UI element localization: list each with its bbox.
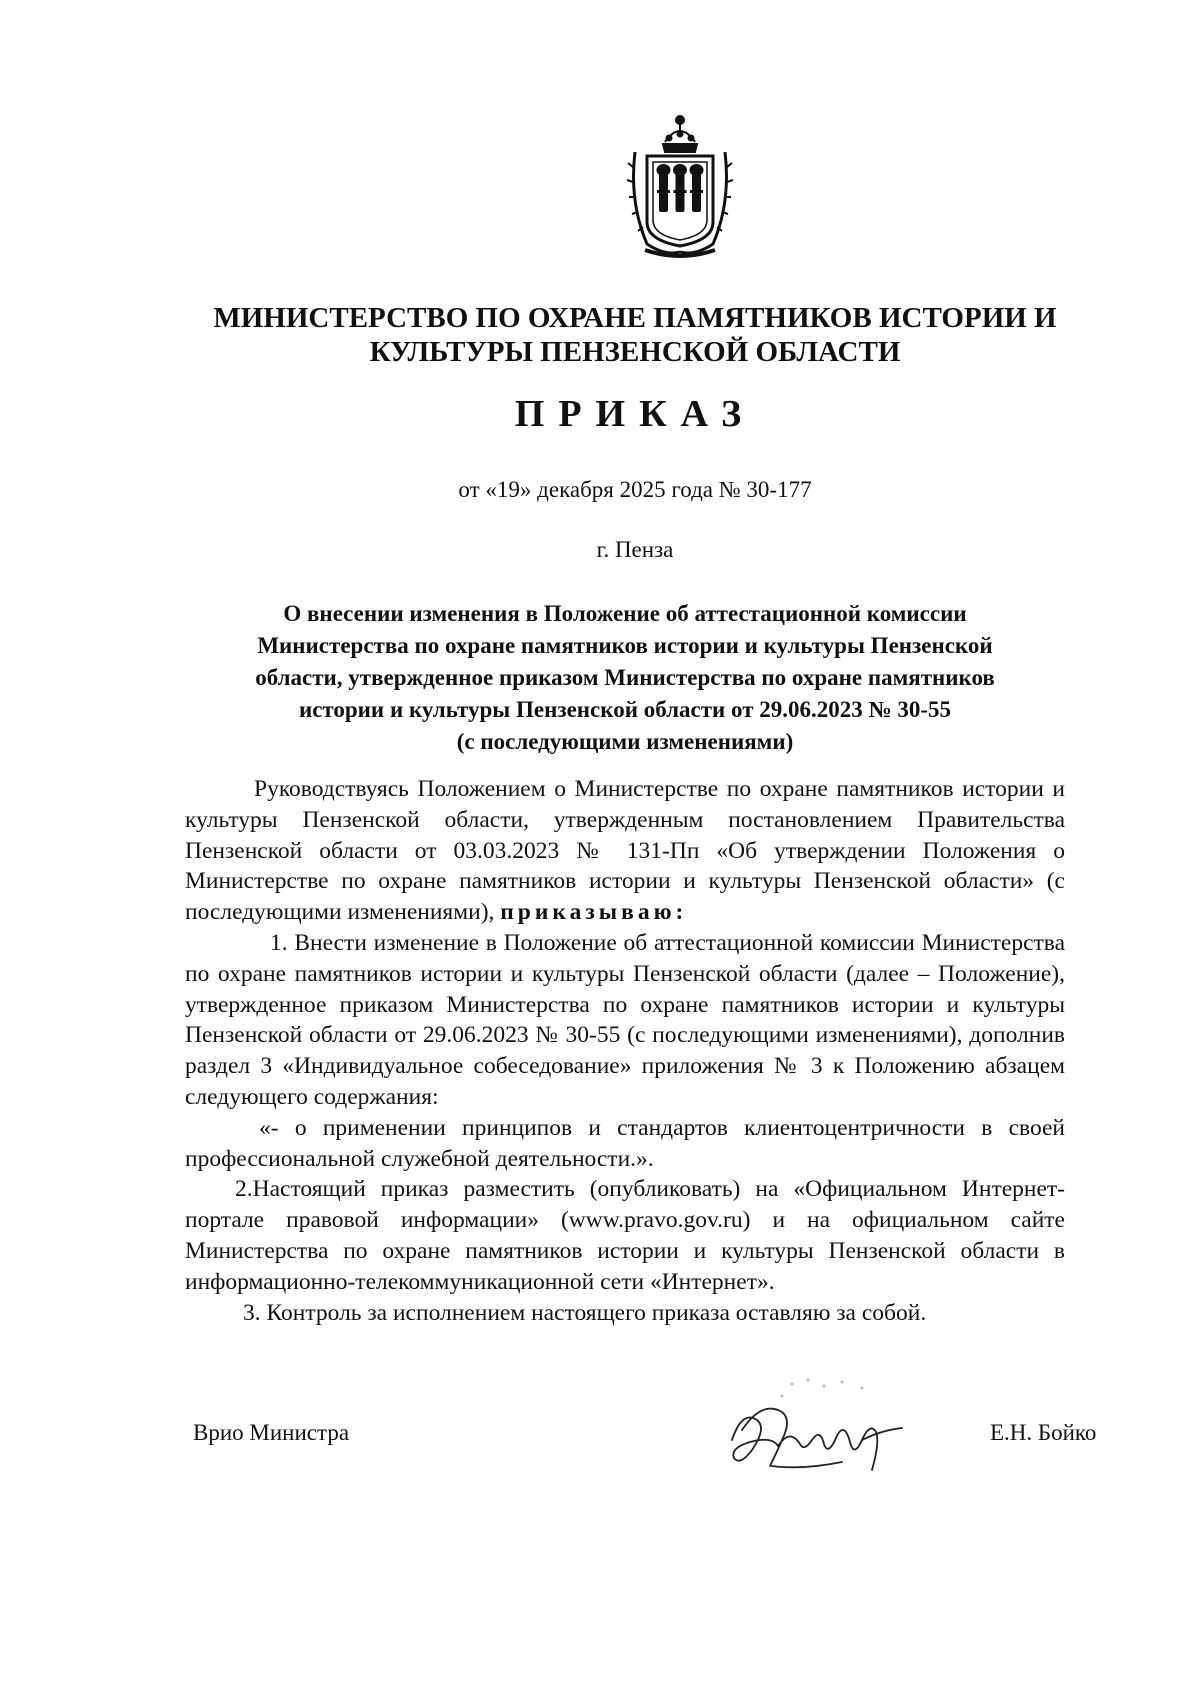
subject-line: Министерства по охране памятников истории и культуры Пензенской: [257, 633, 993, 658]
order-word: приказываю: [500, 899, 676, 926]
coat-of-arms-icon: [625, 112, 735, 260]
document-subject: [185, 598, 1065, 758]
order-word-suffix: :: [675, 899, 684, 926]
signatory-title: Врио Министра: [193, 1420, 350, 1445]
document-date-number: от «19» декабря 2025 года № 30-177: [458, 477, 812, 502]
handwritten-signature: [712, 1370, 922, 1490]
preamble-text: Руководствуясь Положением о Министерстве по охране памятников истории и культуры Пензенской области, утвержденным постановлением Правительства Пензенской области от 03.03.2023 № 131-Пп «Об утверждении Положения о Министерстве по охране памятников истории и культуры Пензенской области» (с последующими изменениями),: [185, 776, 1065, 926]
item-1-paragraph: 1. Внести изменение в Положение об аттестационной комиссии Министерства по охране памятников истории и культуры Пензенской области (далее – Положение), утвержденное приказом Министерства по охране памятников истории и культуры Пензенской области от 29.06.2023 № 30-55 (с последующими изменениями), дополнив раздел 3 «Индивидуальное собеседование» приложения № 3 к Положению абзацем следующего содержания:: [185, 929, 1065, 1110]
subject-line: истории и культуры Пензенской области от 29.06.2023 № 30-55: [298, 697, 952, 722]
subject-line: (с последующими изменениями): [456, 729, 794, 754]
document-type: ПРИКАЗ: [514, 393, 756, 435]
subject-line: области, утвержденное приказом Министерства по охране памятников: [255, 665, 995, 690]
signatory-name: Е.Н. Бойко: [990, 1420, 1097, 1445]
ministry-name-line1: МИНИСТЕРСТВО ПО ОХРАНЕ ПАМЯТНИКОВ ИСТОРИИ И: [213, 302, 1057, 334]
ministry-name-line2: КУЛЬТУРЫ ПЕНЗЕНСКОЙ ОБЛАСТИ: [369, 336, 901, 368]
item-3-paragraph: 3. Контроль за исполнением настоящего приказа оставляю за собой.: [243, 1299, 927, 1326]
preamble-paragraph: [185, 774, 1065, 928]
item-2-paragraph: 2.Настоящий приказ разместить (опубликовать) на «Официальном Интернет-портале правовой информации» (www.pravo.gov.ru) и на официальном сайте Министерства по охране памятников истории и культуры Пензенской области в информационно-телекоммуникационной сети «Интернет».: [185, 1176, 1065, 1295]
document-body: [185, 774, 1065, 1328]
quote-paragraph: «- о применении принципов и стандартов клиентоцентричности в своей профессиональной служебной деятельности.».: [185, 1114, 1065, 1172]
subject-line: О внесении изменения в Положение об аттестационной комиссии: [283, 601, 967, 626]
document-city: г. Пенза: [596, 537, 674, 562]
ministry-name: [200, 301, 1070, 369]
